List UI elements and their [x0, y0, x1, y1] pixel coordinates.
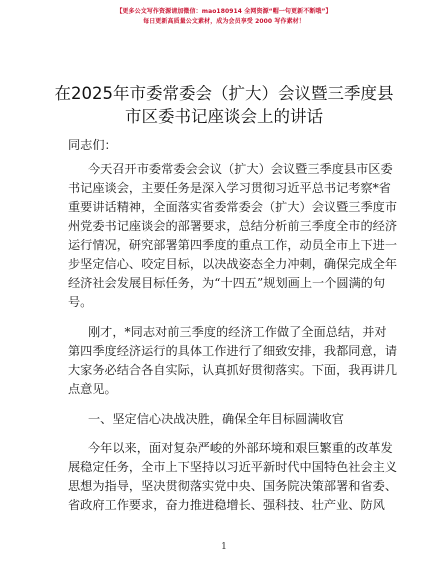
paragraph-1-line: 运行情况，研究部署第四季度的重点工作，动员全市上下进一: [68, 238, 398, 252]
paragraph-3-line: 今年以来，面对复杂严峻的外部环境和艰巨繁重的改革发: [88, 441, 393, 455]
paragraph-3-line: 思想为指导，坚决贯彻落实党中央、国务院决策部署和省委、: [68, 479, 398, 493]
paragraph-2-line: 刚才，*同志对前三季度的经济工作做了全面总结，并对: [88, 325, 387, 339]
paragraph-1-line: 州党委书记座谈会的部署要求，总结分析前三季度全市的经济: [68, 219, 398, 233]
paragraph-1-line: 今天召开市委常委会会议（扩大）会议暨三季度县市区委: [88, 162, 393, 176]
paragraph-1-line: 书记座谈会，主要任务是深入学习贯彻习近平总书记考察*省: [68, 181, 391, 195]
section-heading-1: 一、坚定信心决战决胜，确保全年目标圆满收官: [88, 412, 344, 426]
paragraph-1-line: 步坚定信心、咬定目标，以决战姿态全力冲刺，确保完成全年: [68, 257, 398, 271]
document-title-line-2: 市区委书记座谈会上的讲话: [125, 107, 323, 126]
page-number: 1: [221, 542, 227, 552]
paragraph-1-line: 重要讲话精神，全面落实省委常委会（扩大）会议暨三季度市: [68, 200, 398, 214]
paragraph-3-line: 省政府工作要求，奋力推进稳增长、强科技、壮产业、防风: [68, 498, 385, 512]
paragraph-2-line: 第四季度经济运行的具体工作进行了细致安排，我都同意，请: [68, 344, 398, 358]
paragraph-3-line: 展稳定任务，全市上下坚持以习近平新时代中国特色社会主义: [68, 460, 398, 474]
promo-banner-line-1: 【更多公文写作资源请加微信：mao180914 全网资源“帽一句更新不断哦”】: [116, 8, 332, 15]
document-title-line-1: 在2025年市委常委会（扩大）会议暨三季度县: [54, 84, 394, 103]
paragraph-2-line: 大家务必结合各自实际，认真抓好贯彻落实。下面，我再讲几: [68, 363, 398, 377]
paragraph-1-line: 号。: [68, 295, 93, 309]
promo-banner-line-2: 每日更新高质量公文素材，成为会员享受 2000 写作素材！: [143, 18, 305, 25]
paragraph-2-line: 点意见。: [68, 382, 117, 396]
greeting: 同志们：: [68, 138, 117, 152]
paragraph-1-line: 经济社会发展目标任务，为“十四五”规划画上一个圆满的句: [68, 276, 386, 290]
